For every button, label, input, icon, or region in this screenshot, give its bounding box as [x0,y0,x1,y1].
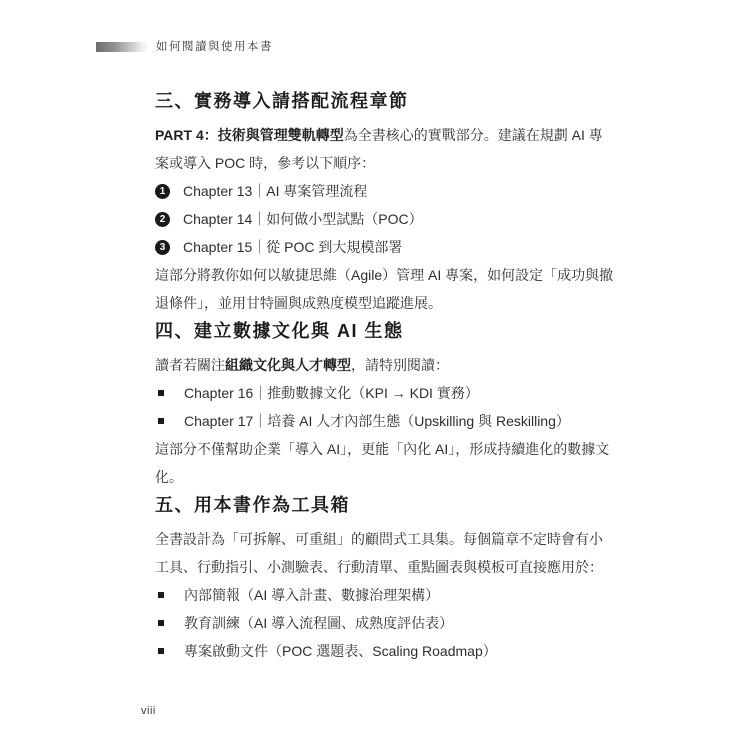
section-4-outro-paragraph: 這部分不僅幫助企業「導入 AI」，更能「內化 AI」，形成持續進化的數據文化。 [155,441,610,485]
list-item [155,407,615,435]
numbered-bullet-icon: 1 [155,184,170,199]
square-bullet-icon [158,648,164,654]
list-item-text: 專案啟動文件（POC 選題表、Scaling Roadmap） [184,643,497,659]
header-gradient-bar [96,42,147,52]
bold-text: 組織文化與人才轉型 [225,357,351,373]
square-bullet-icon [158,390,164,396]
toolbox-list-square [155,581,615,665]
list-item [155,379,615,407]
list-item-text: Chapter 13｜AI 專案管理流程 [183,183,368,199]
paragraph-text: 讀者若關注 [155,357,225,373]
chapter-list-numbered [155,177,615,261]
list-item-text: Chapter 15｜從 POC 到大規模部署 [183,239,403,255]
section-heading-3: 三、實務導入請搭配流程章節 [155,91,409,111]
section-5-intro-paragraph [155,525,615,581]
page-content [155,0,615,665]
list-item [155,637,615,665]
list-item [155,581,615,609]
list-item [155,205,615,233]
numbered-bullet-icon: 2 [155,212,170,227]
paragraph-text: 全書設計為「可拆解、可重組」的顧問式工具集。每個篇章不定時會有小工具、行動指引、小測驗表、行動清單、重點圖表與模板可直接應用於： [155,531,603,575]
list-item-text: 教育訓練（AI 導入流程圖、成熟度評估表） [184,615,454,631]
square-bullet-icon [158,620,164,626]
list-item-text: Chapter 17｜培養 AI 人才內部生態（Upskilling 與 Reskilling） [184,413,570,429]
section-heading-5: 五、用本書作為工具箱 [155,495,350,515]
list-item-text: Chapter 16｜推動數據文化（KPI → KDI 實務） [184,385,479,401]
section-4-intro-paragraph [155,351,615,379]
list-item [155,609,615,637]
list-item-text: Chapter 14｜如何做小型試點（POC） [183,211,423,227]
list-item [155,233,615,261]
paragraph-text: 為全書核心的實戰部分。建議在規劃 AI 專案或導入 POC 時，參考以下順序： [155,127,603,171]
section-3-intro-paragraph [155,121,615,177]
chapter-list-square [155,379,615,435]
square-bullet-icon [158,592,164,598]
list-item-text: 內部簡報（AI 導入計畫、數據治理架構） [184,587,440,603]
list-item [155,177,615,205]
bold-text: PART 4：技術與管理雙軌轉型 [155,127,344,143]
square-bullet-icon [158,418,164,424]
section-3-outro-paragraph: 這部分將教你如何以敏捷思維（Agile）管理 AI 專案，如何設定「成功與撤退條件」，並用甘特圖與成熟度模型追蹤進展。 [155,267,614,311]
running-header-title: 如何閱讀與使用本書 [156,41,273,53]
page-number: viii [141,705,156,717]
numbered-bullet-icon: 3 [155,240,170,255]
section-heading-4: 四、建立數據文化與 AI 生態 [155,321,404,341]
paragraph-text: ，請特別閱讀： [351,357,449,373]
